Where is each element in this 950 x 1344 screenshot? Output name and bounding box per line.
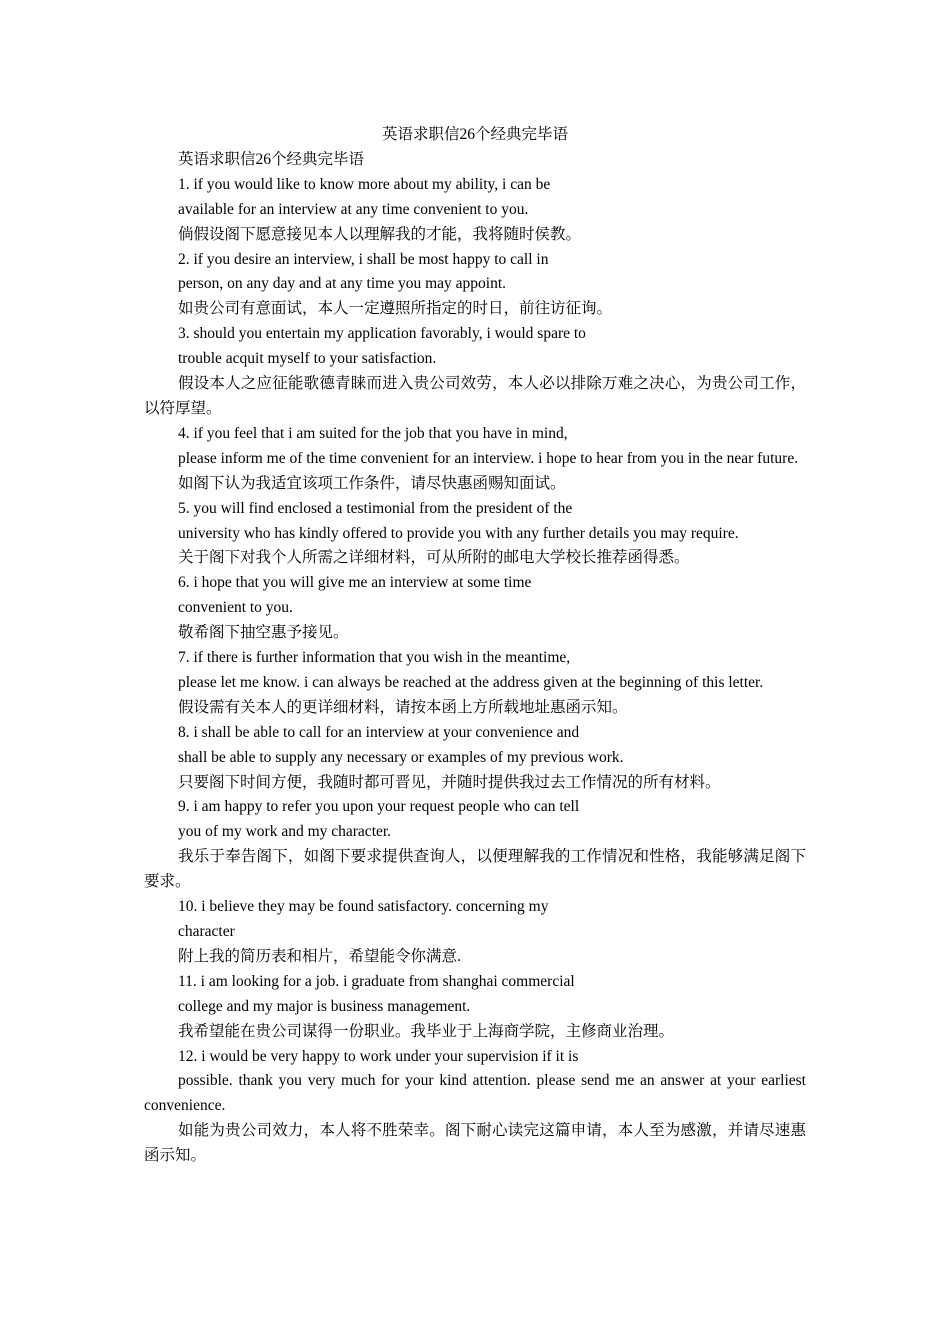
paragraph: 附上我的简历表和相片，希望能令你满意. <box>178 947 461 965</box>
paragraph: 8. i shall be able to call for an interview at your convenience and <box>178 723 580 741</box>
paragraph: 只要阁下时间方便，我随时都可晋见，并随时提供我过去工作情况的所有材料。 <box>178 773 721 791</box>
paragraph: college and my major is business management. <box>178 997 471 1015</box>
paragraph: 如贵公司有意面试，本人一定遵照所指定的时日，前往访征询。 <box>178 300 613 318</box>
paragraph: 9. i am happy to refer you upon your request people who can tell <box>178 798 580 816</box>
paragraph: 假设本人之应征能歌德青睐而进入贵公司效劳，本人必以排除万难之决心，为贵公司工作，以符厚望。 <box>144 375 806 417</box>
paragraph: convenient to you. <box>178 599 293 617</box>
paragraph: 7. if there is further information that you wish in the meantime, <box>178 649 571 667</box>
paragraph: 关于阁下对我个人所需之详细材料，可从所附的邮电大学校长推荐函得悉。 <box>178 549 690 567</box>
document-body <box>144 123 806 1169</box>
paragraph: trouble acquit myself to your satisfaction. <box>178 350 437 368</box>
paragraph-list <box>144 148 806 1169</box>
paragraph: shall be able to supply any necessary or examples of my previous work. <box>178 748 624 766</box>
paragraph: 10. i believe they may be found satisfactory. concerning my <box>178 898 549 916</box>
paragraph: 6. i hope that you will give me an interview at some time <box>178 574 532 592</box>
paragraph: possible. thank you very much for your kind attention. please send me an answer at your earliest convenience. <box>144 1072 806 1115</box>
paragraph: 如阁下认为我适宜该项工作条件，请尽快惠函赐知面试。 <box>178 474 566 492</box>
paragraph: 5. you will find enclosed a testimonial from the president of the <box>178 499 573 517</box>
document-title: 英语求职信26个经典完毕语 <box>381 126 568 143</box>
paragraph: 3. should you entertain my application favorably, i would spare to <box>178 325 586 343</box>
paragraph: 倘假设阁下愿意接见本人以理解我的才能，我将随时侯教。 <box>178 225 582 243</box>
paragraph: 11. i am looking for a job. i graduate from shanghai commercial <box>178 972 575 990</box>
paragraph: available for an interview at any time convenient to you. <box>178 200 529 218</box>
paragraph: person, on any day and at any time you may appoint. <box>178 275 507 293</box>
paragraph: 我希望能在贵公司谋得一份职业。我毕业于上海商学院，主修商业治理。 <box>178 1022 675 1040</box>
paragraph: 12. i would be very happy to work under your supervision if it is <box>178 1047 579 1065</box>
paragraph: please inform me of the time convenient for an interview. i hope to hear from you in the near future. <box>178 449 799 467</box>
paragraph: you of my work and my character. <box>178 823 392 841</box>
paragraph: 如能为贵公司效力，本人将不胜荣幸。阁下耐心读完这篇申请，本人至为感激，并请尽速惠函示知。 <box>144 1122 806 1165</box>
paragraph: 2. if you desire an interview, i shall be most happy to call in <box>178 250 549 268</box>
paragraph: please let me know. i can always be reached at the address given at the beginning of this letter. <box>178 673 764 691</box>
paragraph: 假设需有关本人的更详细材料，请按本函上方所载地址惠函示知。 <box>178 698 628 716</box>
paragraph: 英语求职信26个经典完毕语 <box>178 150 365 168</box>
paragraph: 4. if you feel that i am suited for the job that you have in mind, <box>178 424 568 442</box>
paragraph: 我乐于奉告阁下，如阁下要求提供查询人，以便理解我的工作情况和性格，我能够满足阁下要求。 <box>144 848 806 891</box>
paragraph: university who has kindly offered to provide you with any further details you may require. <box>178 524 739 542</box>
paragraph: 1. if you would like to know more about my ability, i can be <box>178 175 551 193</box>
paragraph: character <box>178 923 235 940</box>
paragraph: 敬希阁下抽空惠予接见。 <box>178 624 349 642</box>
